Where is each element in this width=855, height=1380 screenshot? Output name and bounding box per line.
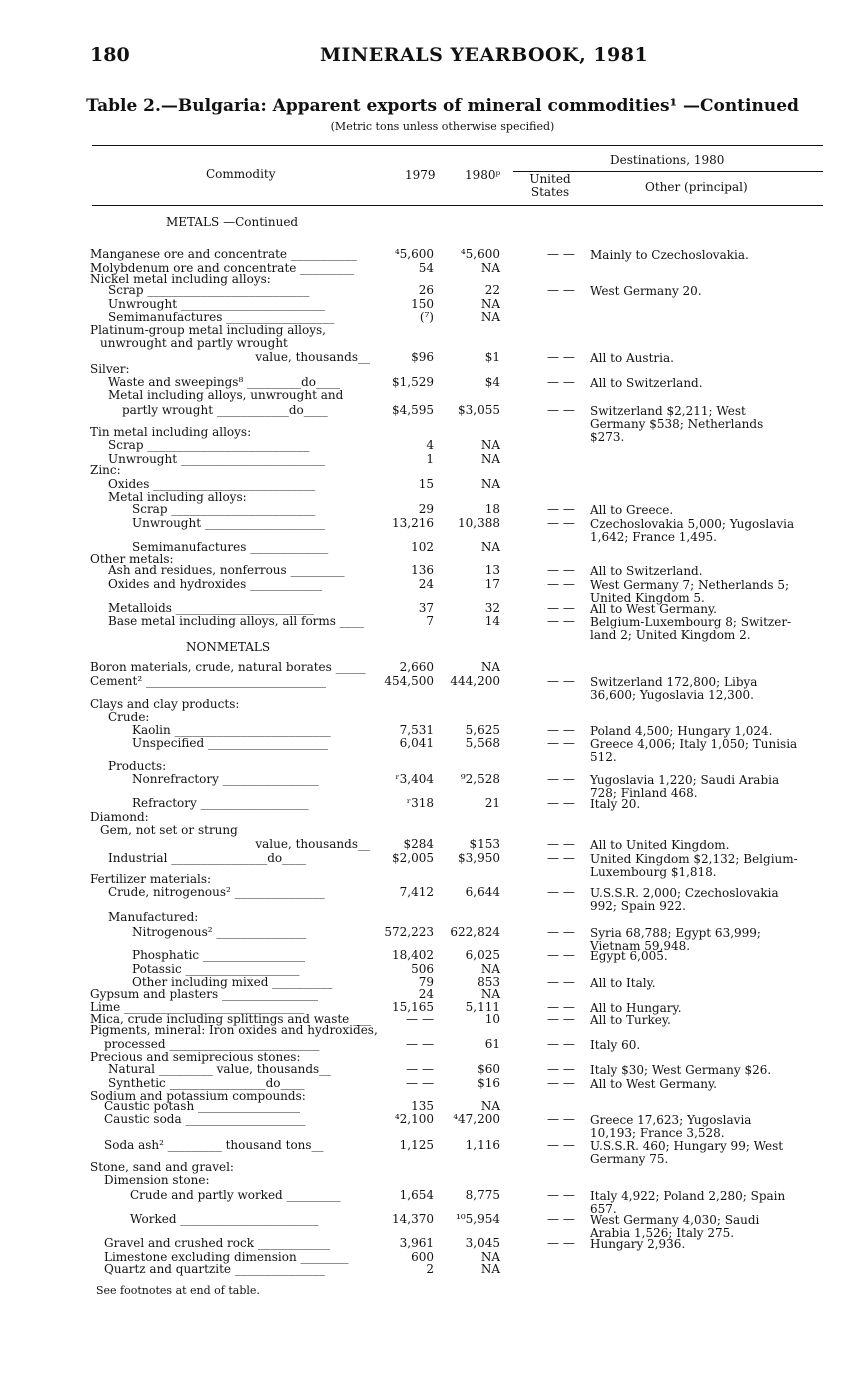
table-row — [90, 1037, 810, 1051]
destination-other: Syria 68,788; Egypt 63,999; Vietnam 59,948. — [590, 926, 761, 953]
value-1979: 454,500 — [384, 674, 434, 688]
commodity-label: Natural _________ value, thousands__ — [108, 1062, 332, 1076]
table-row — [90, 772, 810, 800]
table-row — [90, 601, 810, 615]
table-row — [90, 247, 810, 261]
table-row — [90, 1023, 810, 1037]
commodity-label: value, thousands__ — [255, 350, 370, 364]
value-1979: 79 — [418, 975, 434, 989]
commodity-label: Gem, not set or strung — [100, 823, 238, 837]
value-1980: NA — [480, 1250, 500, 1264]
table-row — [90, 1076, 810, 1090]
destination-us: — — — [547, 674, 575, 688]
destination-us: — — — [547, 1112, 575, 1126]
commodity-label: Products: — [108, 759, 167, 773]
commodity-label: Gypsum and plasters ________________ — [90, 987, 318, 1001]
value-1979: 7,531 — [399, 723, 434, 737]
commodity-label: Precious and semiprecious stones: — [90, 1050, 301, 1064]
footnote: See footnotes at end of table. — [96, 1284, 260, 1297]
commodity-label: Unwrought ________________________ — [108, 452, 325, 466]
value-1979: ⁴2,100 — [394, 1112, 434, 1126]
destination-other: All to West Germany. — [590, 1077, 717, 1091]
value-1979: 13,216 — [392, 516, 434, 530]
table-row — [90, 388, 810, 402]
value-1980: $153 — [469, 837, 500, 851]
destination-other: Italy 20. — [590, 797, 641, 811]
value-1979: $1,529 — [392, 375, 434, 389]
table-row — [90, 323, 810, 337]
commodity-label: Synthetic ________________do____ — [108, 1076, 305, 1090]
commodity-label: Caustic potash _________________ — [104, 1099, 301, 1113]
table-row — [90, 477, 810, 491]
destination-other: Italy 60. — [590, 1038, 641, 1052]
commodity-label: Oxides and hydroxides ____________ — [108, 577, 323, 591]
destination-other: All to Italy. — [590, 976, 656, 990]
value-1980: 444,200 — [450, 674, 500, 688]
value-1979: 15 — [418, 477, 434, 491]
commodity-label: Soda ash² _________ thousand tons__ — [104, 1138, 324, 1152]
commodity-label: Unspecified ____________________ — [132, 736, 328, 750]
destination-us: — — — [547, 723, 575, 737]
commodity-label: Caustic soda ____________________ — [104, 1112, 306, 1126]
destination-us: — — — [547, 1012, 575, 1026]
value-1980: $3,950 — [458, 851, 500, 865]
destination-other: U.S.S.R. 2,000; Czechoslovakia 992; Spain 922. — [590, 886, 779, 913]
value-1980: NA — [480, 297, 500, 311]
table-row — [90, 438, 810, 452]
destination-us: — — — [547, 925, 575, 939]
commodity-label: Metalloids _______________________ — [108, 601, 314, 615]
destination-us: — — — [547, 350, 575, 364]
table-row — [90, 697, 810, 711]
value-1979: 29 — [418, 502, 434, 516]
value-1979: 54 — [418, 261, 434, 275]
value-1979: — — — [406, 1062, 434, 1076]
value-1979: 7 — [426, 614, 434, 628]
col-1980: 1980ᵖ — [465, 168, 501, 182]
commodity-label: Refractory __________________ — [132, 796, 309, 810]
value-1979: 14,370 — [392, 1212, 434, 1226]
commodity-label: Silver: — [90, 362, 130, 376]
table-row — [90, 1236, 810, 1250]
value-1979: 24 — [418, 577, 434, 591]
commodity-label: Ash and residues, nonferrous _________ — [108, 563, 345, 577]
value-1979: 26 — [418, 283, 434, 297]
destination-other: Hungary 2,936. — [590, 1237, 686, 1251]
destination-other: West Germany 4,030; Saudi Arabia 1,526; Italy 275. — [590, 1213, 760, 1240]
commodity-label: Manufactured: — [108, 910, 199, 924]
destination-us: — — — [547, 1076, 575, 1090]
table-row — [90, 614, 810, 642]
value-1980: NA — [480, 1262, 500, 1276]
commodity-label: Quartz and quartzite _______________ — [104, 1262, 325, 1276]
destination-other: All to Switzerland. — [590, 564, 703, 578]
commodity-label: Dimension stone: — [104, 1173, 210, 1187]
destination-us: — — — [547, 837, 575, 851]
value-1979: — — — [406, 1076, 434, 1090]
col-other-principal: Other (principal) — [645, 180, 748, 194]
destination-other: United Kingdom $2,132; Belgium- Luxembourg $1,818. — [590, 852, 798, 879]
commodity-label: Crude and partly worked _________ — [130, 1188, 341, 1202]
destination-us: — — — [547, 502, 575, 516]
table-row — [90, 837, 810, 851]
section-nonmetals: NONMETALS — [186, 640, 271, 654]
commodity-label: Worked _______________________ — [130, 1212, 319, 1226]
destination-us: — — — [547, 1236, 575, 1250]
value-1980: 32 — [484, 601, 500, 615]
destination-other: U.S.S.R. 460; Hungary 99; West Germany 75. — [590, 1139, 784, 1166]
value-1979: 135 — [411, 1099, 434, 1113]
commodity-label: Limestone excluding dimension ________ — [104, 1250, 349, 1264]
table-row — [90, 1262, 810, 1276]
destination-us: — — — [547, 1138, 575, 1152]
table-row — [90, 1099, 810, 1113]
value-1980: 5,625 — [465, 723, 500, 737]
commodity-label: Nonrefractory ________________ — [132, 772, 319, 786]
destination-us: — — — [547, 577, 575, 591]
commodity-label: Phosphatic _________________ — [132, 948, 305, 962]
table-row — [90, 1173, 810, 1187]
table-subtitle: (Metric tons unless otherwise specified) — [330, 120, 555, 133]
value-1979: 102 — [411, 540, 434, 554]
table-row — [90, 910, 810, 924]
value-1979: ʳ3,404 — [395, 772, 434, 786]
destination-other: All to West Germany. — [590, 602, 717, 616]
table-row — [90, 660, 810, 674]
commodity-label: Unwrought ________________________ — [108, 297, 325, 311]
destination-other: Egypt 6,005. — [590, 949, 668, 963]
commodity-label: Cement² ______________________________ — [90, 674, 326, 688]
value-1980: 17 — [484, 577, 500, 591]
table-title: Table 2.—Bulgaria: Apparent exports of mineral commodities¹ —Continued — [86, 96, 799, 116]
value-1980: $4 — [484, 375, 500, 389]
destination-other: West Germany 7; Netherlands 5; United Kingdom 5. — [590, 578, 790, 605]
value-1979: 2 — [426, 1262, 434, 1276]
value-1980: 10 — [484, 1012, 500, 1026]
value-1980: 21 — [484, 796, 500, 810]
commodity-label: Sodium and potassium compounds: — [90, 1089, 306, 1103]
destination-other: Yugoslavia 1,220; Saudi Arabia 728; Finland 468. — [590, 773, 780, 800]
value-1979: ⁴5,600 — [394, 247, 434, 261]
value-1980: 13 — [484, 563, 500, 577]
destination-other: Switzerland $2,211; West Germany $538; Netherlands $273. — [590, 404, 764, 444]
value-1980: $1 — [484, 350, 500, 364]
table-row — [90, 823, 810, 837]
table-row — [90, 948, 810, 962]
value-1980: 5,568 — [465, 736, 500, 750]
value-1979: 1,654 — [399, 1188, 434, 1202]
destination-us: — — — [547, 772, 575, 786]
commodity-label: processed _________________________ — [104, 1037, 320, 1051]
col-destinations: Destinations, 1980 — [610, 153, 725, 167]
value-1980: ¹⁰5,954 — [456, 1212, 500, 1226]
commodity-label: Gravel and crushed rock ____________ — [104, 1236, 330, 1250]
destination-other: All to Switzerland. — [590, 376, 703, 390]
table-row — [90, 810, 810, 824]
table-row — [90, 925, 810, 953]
header-top-rule — [92, 145, 823, 146]
commodity-label: Manganese ore and concentrate ___________ — [90, 247, 357, 261]
value-1979: 7,412 — [399, 885, 434, 899]
commodity-label: Nickel metal including alloys: — [90, 272, 271, 286]
destination-us: — — — [547, 375, 575, 389]
destination-other: Italy 4,922; Poland 2,280; Spain 657. — [590, 1189, 786, 1216]
value-1980: ⁴47,200 — [453, 1112, 500, 1126]
value-1979: 600 — [411, 1250, 434, 1264]
value-1980: NA — [480, 540, 500, 554]
table-row — [90, 674, 810, 702]
value-1980: 22 — [484, 283, 500, 297]
commodity-label: Industrial ________________do____ — [108, 851, 307, 865]
table-row — [90, 283, 810, 297]
commodity-label: Other including mixed __________ — [132, 975, 333, 989]
value-1979: $2,005 — [392, 851, 434, 865]
value-1980: ⁴5,600 — [460, 247, 500, 261]
destination-us: — — — [547, 403, 575, 417]
value-1980: 622,824 — [450, 925, 500, 939]
table-row — [90, 872, 810, 886]
commodity-label: Stone, sand and gravel: — [90, 1160, 234, 1174]
table-row — [90, 987, 810, 1001]
commodity-label: Crude, nitrogenous² _______________ — [108, 885, 325, 899]
commodity-label: Scrap ________________________ — [132, 502, 316, 516]
destination-other: All to Austria. — [590, 351, 674, 365]
value-1980: 6,644 — [465, 885, 500, 899]
section-metals: METALS —Continued — [166, 215, 299, 229]
destination-other: All to Hungary. — [590, 1001, 682, 1015]
table-row — [90, 1112, 810, 1140]
destination-other: West Germany 20. — [590, 284, 702, 298]
value-1980: NA — [480, 452, 500, 466]
destination-us: — — — [547, 1188, 575, 1202]
commodity-label: Clays and clay products: — [90, 697, 240, 711]
value-1979: 3,961 — [399, 1236, 434, 1250]
publication-title: MINERALS YEARBOOK, 1981 — [320, 44, 649, 66]
commodity-label: Kaolin __________________________ — [132, 723, 331, 737]
table-row — [90, 563, 810, 577]
table-row — [90, 1138, 810, 1166]
destination-other: Greece 4,006; Italy 1,050; Tunisia 512. — [590, 737, 798, 764]
destination-us: — — — [547, 851, 575, 865]
destination-other: Mainly to Czechoslovakia. — [590, 248, 749, 262]
commodity-label: Nitrogenous² _______________ — [132, 925, 307, 939]
commodity-label: Zinc: — [90, 463, 121, 477]
commodity-label: Semimanufactures _____________ — [132, 540, 329, 554]
commodity-label: Waste and sweepings⁸ _________do____ — [108, 375, 340, 389]
destination-other: Czechoslovakia 5,000; Yugoslavia 1,642; France 1,495. — [590, 517, 795, 544]
value-1979: $284 — [403, 837, 434, 851]
value-1979: 2,660 — [399, 660, 434, 674]
table-row — [90, 362, 810, 376]
table-row — [90, 796, 810, 810]
value-1980: 61 — [484, 1037, 500, 1051]
value-1979: 4 — [426, 438, 434, 452]
commodity-label: Other metals: — [90, 552, 174, 566]
value-1979: 18,402 — [392, 948, 434, 962]
col-united-states: United States — [529, 172, 571, 199]
commodity-label: Boron materials, crude, natural borates _____ — [90, 660, 366, 674]
commodity-label: Oxides ___________________________ — [108, 477, 316, 491]
destination-us: — — — [547, 1000, 575, 1014]
commodity-label: Metal including alloys, unwrought and — [108, 388, 344, 402]
commodity-label: value, thousands__ — [255, 837, 370, 851]
value-1980: NA — [480, 261, 500, 275]
commodity-label: Pigments, mineral: Iron oxides and hydroxides, — [90, 1023, 378, 1037]
value-1979: — — — [406, 1037, 434, 1051]
value-1980: $3,055 — [458, 403, 500, 417]
commodity-label: Fertilizer materials: — [90, 872, 212, 886]
value-1980: NA — [480, 477, 500, 491]
table-row — [90, 759, 810, 773]
value-1980: NA — [480, 660, 500, 674]
commodity-label: Metal including alloys: — [108, 490, 247, 504]
table-row — [90, 336, 810, 350]
value-1980: 14 — [484, 614, 500, 628]
value-1980: NA — [480, 438, 500, 452]
destination-us: — — — [547, 1212, 575, 1226]
destination-other: All to United Kingdom. — [590, 838, 730, 852]
destination-us: — — — [547, 283, 575, 297]
destination-us: — — — [547, 563, 575, 577]
destination-other: Switzerland 172,800; Libya 36,600; Yugoslavia 12,300. — [590, 675, 758, 702]
value-1980: 10,388 — [458, 516, 500, 530]
destination-us: — — — [547, 1062, 575, 1076]
value-1980: 6,025 — [465, 948, 500, 962]
value-1979: 506 — [411, 962, 434, 976]
table-row — [90, 1062, 810, 1076]
commodity-label: Crude: — [108, 710, 150, 724]
value-1979: 1 — [426, 452, 434, 466]
value-1979: (⁷) — [419, 310, 434, 324]
page-number: 180 — [90, 44, 130, 66]
table-row — [90, 1188, 810, 1216]
value-1979: $96 — [411, 350, 434, 364]
table-row — [90, 516, 810, 544]
destination-us: — — — [547, 247, 575, 261]
commodity-label: partly wrought ____________do____ — [122, 403, 328, 417]
col-commodity: Commodity — [206, 167, 276, 181]
destination-us: — — — [547, 975, 575, 989]
destination-us: — — — [547, 796, 575, 810]
value-1979: 136 — [411, 563, 434, 577]
value-1979: 15,165 — [392, 1000, 434, 1014]
table-row — [90, 885, 810, 913]
destination-us: — — — [547, 736, 575, 750]
commodity-label: Lime ______________________________ — [90, 1000, 305, 1014]
value-1980: $16 — [477, 1076, 500, 1090]
destination-us: — — — [547, 948, 575, 962]
value-1979: 24 — [418, 987, 434, 1001]
value-1979: 150 — [411, 297, 434, 311]
table-row — [90, 425, 810, 439]
value-1980: NA — [480, 310, 500, 324]
commodity-label: Mica, crude including splittings and waste ___ — [90, 1012, 372, 1026]
value-1979: $4,595 — [392, 403, 434, 417]
value-1979: 572,223 — [384, 925, 434, 939]
table-row — [90, 502, 810, 516]
table-row — [90, 1160, 810, 1174]
value-1980: $60 — [477, 1062, 500, 1076]
table-row — [90, 710, 810, 724]
header-bottom-rule — [92, 205, 823, 206]
destination-other: Poland 4,500; Hungary 1,024. — [590, 724, 773, 738]
table-row — [90, 723, 810, 737]
table-row — [90, 463, 810, 477]
value-1980: ⁹2,528 — [460, 772, 500, 786]
commodity-label: Diamond: — [90, 810, 149, 824]
table-row — [90, 962, 810, 976]
value-1979: 6,041 — [399, 736, 434, 750]
value-1980: NA — [480, 987, 500, 1001]
col-1979: 1979 — [405, 168, 436, 182]
value-1979: 37 — [418, 601, 434, 615]
table-row — [90, 310, 810, 324]
destination-us: — — — [547, 516, 575, 530]
commodity-label: Platinum-group metal including alloys, — [90, 323, 326, 337]
commodity-label: Tin metal including alloys: — [90, 425, 252, 439]
value-1980: NA — [480, 1099, 500, 1113]
commodity-label: Base metal including alloys, all forms ____ — [108, 614, 364, 628]
destination-other: Greece 17,623; Yugoslavia 10,193; France 3,528. — [590, 1113, 752, 1140]
commodity-label: unwrought and partly wrought — [100, 336, 288, 350]
value-1979: ʳ318 — [406, 796, 434, 810]
commodity-label: Semimanufactures __________________ — [108, 310, 335, 324]
destination-us: — — — [547, 614, 575, 628]
value-1979: — — — [406, 1012, 434, 1026]
value-1980: 3,045 — [465, 1236, 500, 1250]
commodity-label: Scrap ___________________________ — [108, 283, 310, 297]
commodity-label: Scrap ___________________________ — [108, 438, 310, 452]
table-row — [90, 577, 810, 605]
value-1980: 5,111 — [465, 1000, 500, 1014]
commodity-label: Unwrought ____________________ — [132, 516, 325, 530]
destination-other: Italy $30; West Germany $26. — [590, 1063, 772, 1077]
value-1979: 1,125 — [399, 1138, 434, 1152]
value-1980: 8,775 — [465, 1188, 500, 1202]
commodity-label: Potassic ___________________ — [132, 962, 300, 976]
value-1980: NA — [480, 962, 500, 976]
table-row — [90, 1212, 810, 1240]
value-1980: 18 — [484, 502, 500, 516]
value-1980: 1,116 — [465, 1138, 500, 1152]
destination-us: — — — [547, 601, 575, 615]
destination-other: Belgium-Luxembourg 8; Switzer- land 2; United Kingdom 2. — [590, 615, 792, 642]
value-1980: 853 — [477, 975, 500, 989]
destination-other: All to Turkey. — [590, 1013, 671, 1027]
table-row — [90, 736, 810, 764]
commodity-label: Molybdenum ore and concentrate _________ — [90, 261, 355, 275]
destination-us: — — — [547, 885, 575, 899]
destination-us: — — — [547, 1037, 575, 1051]
table-row — [90, 375, 810, 389]
destination-other: All to Greece. — [590, 503, 674, 517]
table-row — [90, 297, 810, 311]
